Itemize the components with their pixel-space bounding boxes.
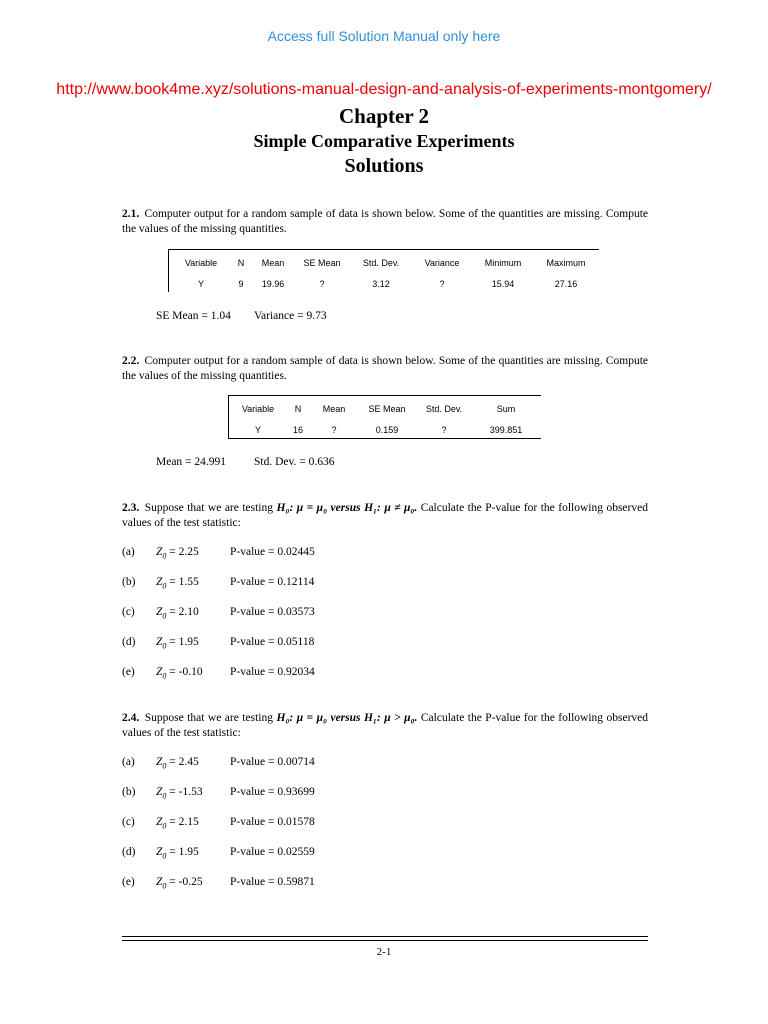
table-header-cell: Variance [424,257,460,268]
table-cell: ? [441,424,447,435]
table-row [172,273,598,294]
solution-manual-link[interactable]: http://www.book4me.xyz/solutions-manual-design-and-analysis-of-experiments-montgomery/ [56,81,712,98]
table-header-cell: Mean [322,403,346,414]
table-cell: Y [197,278,204,289]
answer-mean: Mean = 24.991 [156,456,227,468]
p-value: P-value = 0.02559 [230,846,315,858]
table-header-cell: Std. Dev. [362,257,400,268]
section-title: Solutions [344,155,424,177]
answer-std-dev: Std. Dev. = 0.636 [254,456,335,468]
chapter-title: Chapter 2 [338,104,430,128]
table-cell: 9 [238,278,244,289]
problem-text: Computer output for a random sample of data is shown below. Some of the quantities are missing. Compute the values of the missing quantities. [122,208,649,235]
table-header-cell: Std. Dev. [425,403,463,414]
p-value: P-value = 0.12114 [230,576,315,588]
stats-table-2-1 [172,252,598,294]
table-header-cell: N [237,257,245,268]
item-label: (d) [122,636,136,648]
p-value: P-value = 0.92034 [230,666,315,678]
item-label: (a) [122,756,135,768]
table-cell: Y [254,424,261,435]
table-cell: 399.851 [489,424,523,435]
p-value: P-value = 0.93699 [230,786,315,798]
table-header-cell: Maximum [546,257,586,268]
z-value: $Z_0 = -1.53$ [156,786,203,801]
problem-text: Suppose that we are testing [144,502,277,514]
p-value: P-value = 0.00714 [230,756,315,768]
p-value: P-value = 0.02445 [230,546,315,558]
answer-se-mean: SE Mean = 1.04 [156,310,231,322]
item-label: (d) [122,846,136,858]
item-label: (c) [122,816,135,828]
footer-rule [122,936,648,937]
stats-table-2-2 [230,398,540,440]
p-value: P-value = 0.59871 [230,876,315,888]
problem-text: Computer output for a random sample of data is shown below. Some of the quantities are missing. Compute the values of the missing quantities. [122,355,649,382]
problem-text: Calculate the P-value for the following observed values of the test statistic: [122,502,648,529]
problem-2-1 [122,207,648,237]
table-cell: ? [439,278,445,289]
table-header-cell: N [294,403,302,414]
table-cell: 15.94 [491,278,515,289]
z-value: $Z_0 = 2.25$ [156,546,199,561]
access-banner[interactable]: Access full Solution Manual only here [267,28,501,44]
z-value: $Z_0 = 2.45$ [156,756,199,771]
problem-text: Suppose that we are testing [144,712,277,724]
problem-number: 2.3. [122,502,140,514]
problem-text: Calculate the P-value for the following observed values of the test statistic: [122,712,649,739]
table-cell: 16 [292,424,303,435]
table-header-row [172,252,598,273]
chapter-subtitle: Simple Comparative Experiments [253,131,515,151]
item-label: (e) [122,666,135,678]
table-cell: 0.159 [375,424,399,435]
table-header-cell: SE Mean [368,403,406,414]
problem-2-4 [122,711,648,741]
table-cell: ? [331,424,337,435]
hypothesis: H₀: μ = μ₀ versus H₁: μ > μ₀. [276,712,418,724]
table-header-cell: Variable [184,257,218,268]
item-label: (b) [122,576,136,588]
hypothesis: H₀: μ = μ₀ versus H₁: μ ≠ μ₀. [276,502,418,514]
z-value: $Z_0 = -0.10$ [156,666,203,681]
table-row [230,419,540,440]
page-number: 2-1 [376,946,392,958]
p-value: P-value = 0.05118 [230,636,315,648]
table-header-cell: Sum [496,403,516,414]
z-value: $Z_0 = 2.10$ [156,606,199,621]
table-header-cell: SE Mean [303,257,341,268]
footer-rule [122,940,648,941]
problem-2-2 [122,354,648,384]
table-cell: ? [319,278,325,289]
item-label: (a) [122,546,135,558]
table-header-cell: Mean [261,257,285,268]
table-cell: 3.12 [372,278,390,289]
item-label: (b) [122,786,136,798]
problem-number: 2.4. [122,712,140,724]
answer-variance: Variance = 9.73 [254,310,327,322]
table-cell: 19.96 [261,278,285,289]
problem-number: 2.1. [122,208,140,220]
z-value: $Z_0 = 1.55$ [156,576,199,591]
z-value: $Z_0 = -0.25$ [156,876,203,891]
p-value: P-value = 0.03573 [230,606,315,618]
table-header-cell: Minimum [484,257,522,268]
problem-number: 2.2. [122,355,140,367]
z-value: $Z_0 = 2.15$ [156,816,199,831]
item-label: (e) [122,876,135,888]
p-value: P-value = 0.01578 [230,816,315,828]
problem-2-3 [122,501,648,531]
item-label: (c) [122,606,135,618]
table-cell: 27.16 [554,278,578,289]
table-header-cell: Variable [241,403,275,414]
z-value: $Z_0 = 1.95$ [156,636,199,651]
table-header-row [230,398,540,419]
z-value: $Z_0 = 1.95$ [156,846,199,861]
